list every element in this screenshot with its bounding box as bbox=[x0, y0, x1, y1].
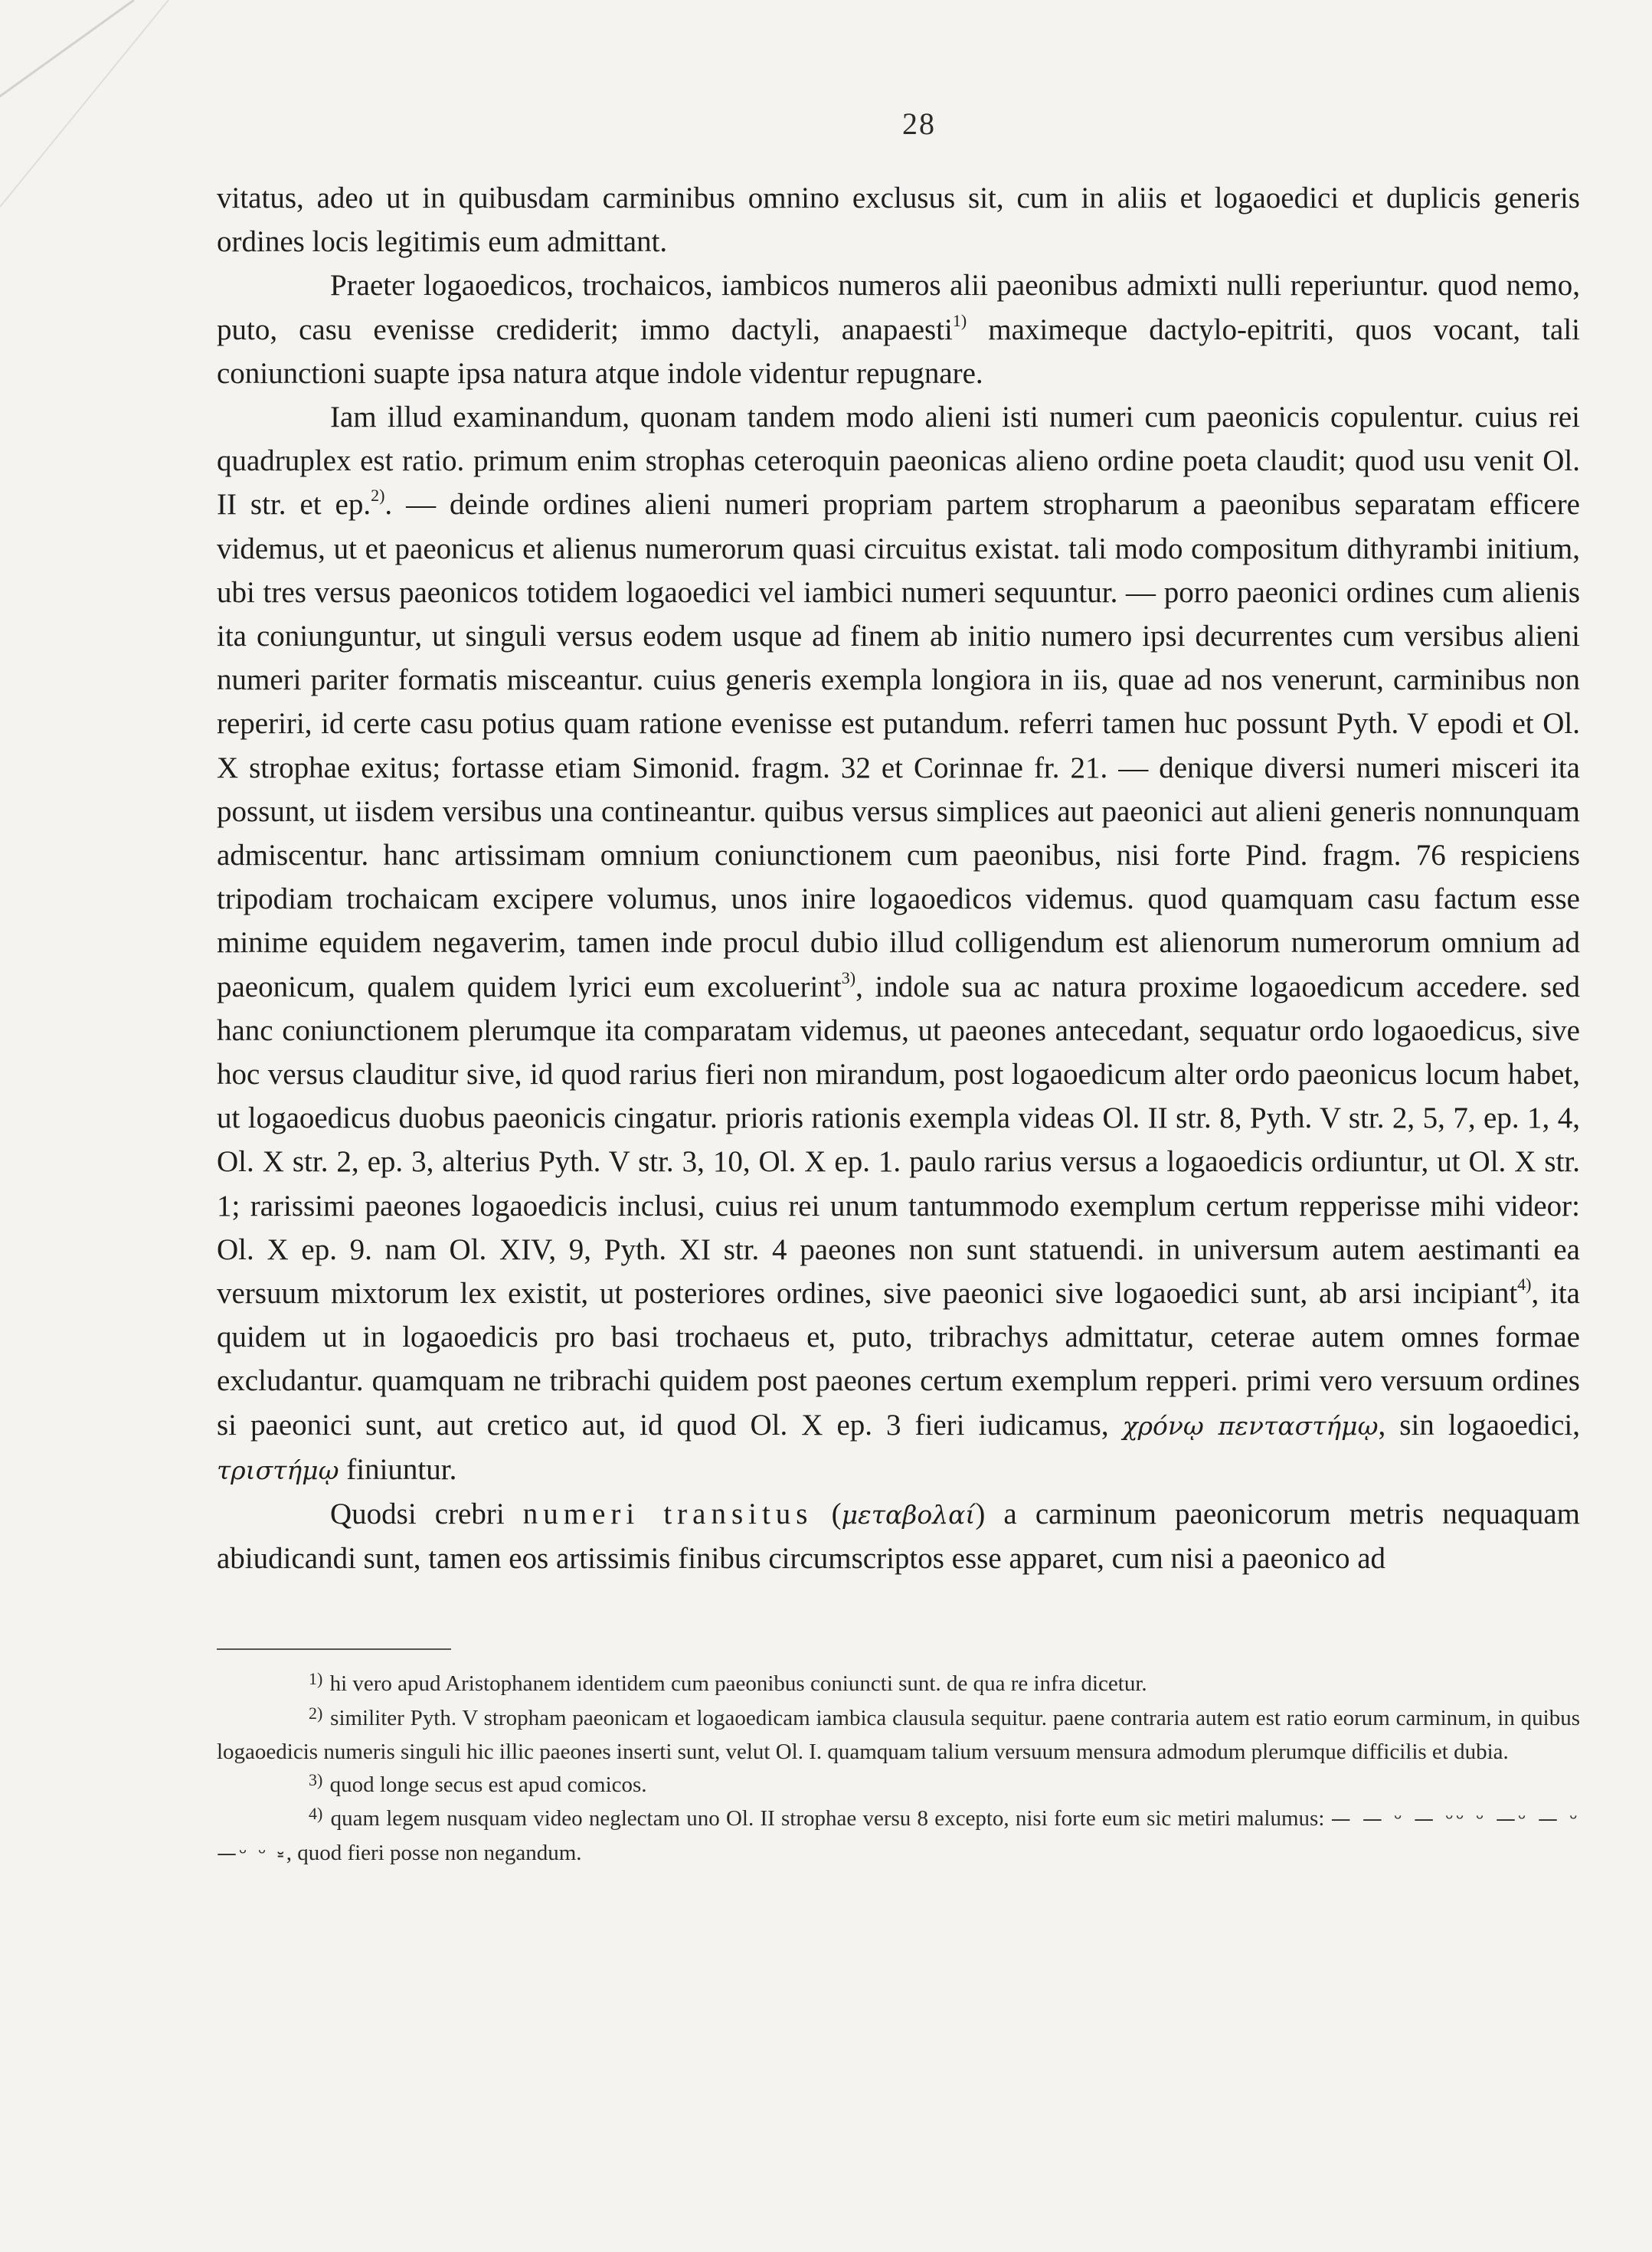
footnote-1-mark: 1) bbox=[309, 1669, 323, 1688]
paragraph-2 bbox=[217, 263, 1580, 395]
page-number: 28 bbox=[902, 106, 936, 141]
footnote-2 bbox=[217, 1702, 1580, 1769]
footnote-4-text-after: , quod fieri posse non negandum. bbox=[286, 1840, 582, 1865]
footnote-3 bbox=[217, 1769, 1580, 1803]
paragraph-1-text: vitatus, adeo ut in quibusdam carminibus omnino exclusus sit, cum in aliis et logaoedici et duplicis generis ordines locis legitimis eum admittant. bbox=[217, 182, 1580, 259]
footnote-ref-3: 3) bbox=[841, 967, 856, 987]
paragraph-3 bbox=[217, 395, 1580, 1492]
paragraph-4-rest: ) a carminum paeonicorum metris nequaquam abiudicandi sunt, tamen eos artissimis finibus circumscriptos esse apparet, cum nisi a paeonico ad bbox=[217, 1498, 1581, 1576]
main-text bbox=[217, 176, 1580, 1581]
paragraph-2-text-b: maximeque dactylo-epitriti, quos vocant, tali coniunctioni suapte ipsa natura atque indole videntur repugnare. bbox=[217, 313, 1580, 390]
paragraph-3-part-6: finiuntur. bbox=[339, 1452, 457, 1486]
greek-word-tristemo: τριστήμῳ bbox=[217, 1455, 339, 1485]
footnote-4 bbox=[217, 1802, 1580, 1870]
footnote-4-mark: 4) bbox=[309, 1804, 323, 1823]
paragraph-3-part-3: , indole sua ac natura proxime logaoedicum accedere. sed hanc coniunctionem plerumque ita comparatam videmus, ut paeones antecedant, sequatur ordo logaoedicus, sive hoc versus clauditur sive, id quod rarius fieri non mirandum, post logaoedicum alter ordo paeonicus locum habet, ut logaoedicus duobus paeonicis cingatur. prioris rationis exempla videas Ol. II str. 8, Pyth. V str. 2, 5, 7, ep. 1, 4, Ol. X str. 2, ep. 3, alterius Pyth. V str. 3, 10, Ol. X ep. 1. paulo rarius versus a logaoedicis ordiuntur, ut Ol. X str. 1; rarissimi paeones logaoedicis inclusi, cuius rei unum tantummodo exemplum certum repperisse mihi videor: Ol. X ep. 9. nam Ol. XIV, 9, Pyth. XI str. 4 paeones non sunt statuendi. in universum autem aestimanti ea versuum mixtorum lex existit, ut posteriores ordines, sive paeonici sive logaoedici sunt, ab arsi incipiant bbox=[217, 970, 1580, 1311]
paragraph-3-part-4: , ita quidem ut in logaoedicis pro basi trochaeus et, puto, tribrachys admittatur, ceterae autem omnes formae excludantur. quamquam ne tribrachi quidem post paeones certum exemplum repperi. primi vero versuum ordines si paeonici sunt, aut cretico aut, id quod Ol. X ep. 3 fieri iudicamus, bbox=[217, 1277, 1580, 1442]
footnote-1-text: hi vero apud Aristophanem identidem cum paeonibus coniuncti sunt. de qua re infra dicetur. bbox=[329, 1671, 1147, 1696]
footnote-1 bbox=[217, 1668, 1580, 1702]
paragraph-3-part-5: , sin logaoedici, bbox=[1378, 1408, 1581, 1442]
paragraph-4 bbox=[217, 1492, 1580, 1580]
paragraph-2-text-a: Praeter logaoedicos, trochaicos, iambicos numeros alii paeonibus admixti nulli reperiuntur. quod nemo, puto, casu evenisse crediderit; immo dactyli, anapaesti bbox=[217, 269, 1580, 346]
footnote-2-mark: 2) bbox=[309, 1703, 323, 1723]
paragraph-1 bbox=[217, 176, 1580, 263]
footnote-3-mark: 3) bbox=[309, 1769, 323, 1789]
footnote-4-text: quam legem nusquam video neglectam uno Ol. II strophae versu 8 excepto, nisi forte eum sic metiri malumus: bbox=[330, 1806, 1331, 1831]
footnote-3-text: quod longe secus est apud comicos. bbox=[329, 1772, 647, 1797]
footnotes bbox=[217, 1668, 1580, 1870]
paragraph-3-part-1: Iam illud examinandum, quonam tandem modo alieni isti numeri cum paeonicis copulentur. cuius rei quadruplex est ratio. primum enim strophas ceteroquin paeonicas alieno ordine poeta claudit; quod usu venit Ol. II str. et ep. bbox=[217, 401, 1580, 522]
greek-phrase-chrono: χρόνῳ πενταστήμῳ bbox=[1122, 1410, 1379, 1441]
footnote-ref-4: 4) bbox=[1517, 1275, 1532, 1295]
scan-edge-line bbox=[0, 0, 214, 207]
greek-word-metabolai: μεταβολαί bbox=[841, 1500, 976, 1530]
footnote-divider bbox=[217, 1648, 451, 1650]
paragraph-4-mid: ( bbox=[813, 1498, 842, 1531]
footnote-2-text: similiter Pyth. V stropham paeonicam et logaoedicam iambica clausula sequitur. paene contraria autem est ratio eorum carminum, in quibus logaoedicis numeris singuli hic illic paeones inserti sunt, velut Ol. I. quamquam talium versuum mensura admodum plerumque difficilis et dubia. bbox=[217, 1705, 1581, 1764]
paragraph-4-lead: Quodsi crebri bbox=[330, 1498, 523, 1531]
footnote-ref-1: 1) bbox=[952, 310, 967, 330]
metrical-scheme: — — ᵕ — ᵕᵕ ᵕ —ᵕ — ᵕ —ᵕ ᵕ ⏓ bbox=[217, 1808, 1581, 1865]
spaced-emphasis: numeri transitus bbox=[522, 1498, 813, 1531]
paragraph-3-part-2: . — deinde ordines alieni numeri propriam partem stropharum a paeonibus separatam efficere videmus, ut et paeonicus et alienus numerorum quasi circuitus existat. tali modo compositum dithyrambi initium, ubi tres versus paeonicos totidem logaoedici vel iambici numeri sequuntur. — porro paeonici ordines cum alienis ita coniunguntur, ut singuli versus eodem usque ad finem ab initio numero ipsi decurrentes cum versibus alieni numeri pariter formatis misceantur. cuius generis exempla longiora in iis, quae ad nos venerunt, carminibus non reperiri, id certe casu potius quam ratione evenisse est putandum. referri tamen huc possunt Pyth. V epodi et Ol. X strophae exitus; fortasse etiam Simonid. fragm. 32 et Corinnae fr. 21. — denique diversi numeri misceri ita possunt, ut iisdem versibus una contineantur. quibus versus simplices aut paeonici aut alieni generis nonnunquam admiscentur. hanc artissimam omnium coniunctionem cum paeonibus, nisi forte Pind. fragm. 76 respiciens tripodiam trochaicam excipere volumus, unos inire logaoedicos videmus. quod quamquam casu factum esse minime equidem negaverim, tamen inde procul dubio illud colligendum est alienorum numerorum omnium ad paeonicum, qualem quidem lyrici eum excoluerint bbox=[217, 488, 1580, 1003]
footnote-ref-2: 2) bbox=[371, 486, 385, 506]
